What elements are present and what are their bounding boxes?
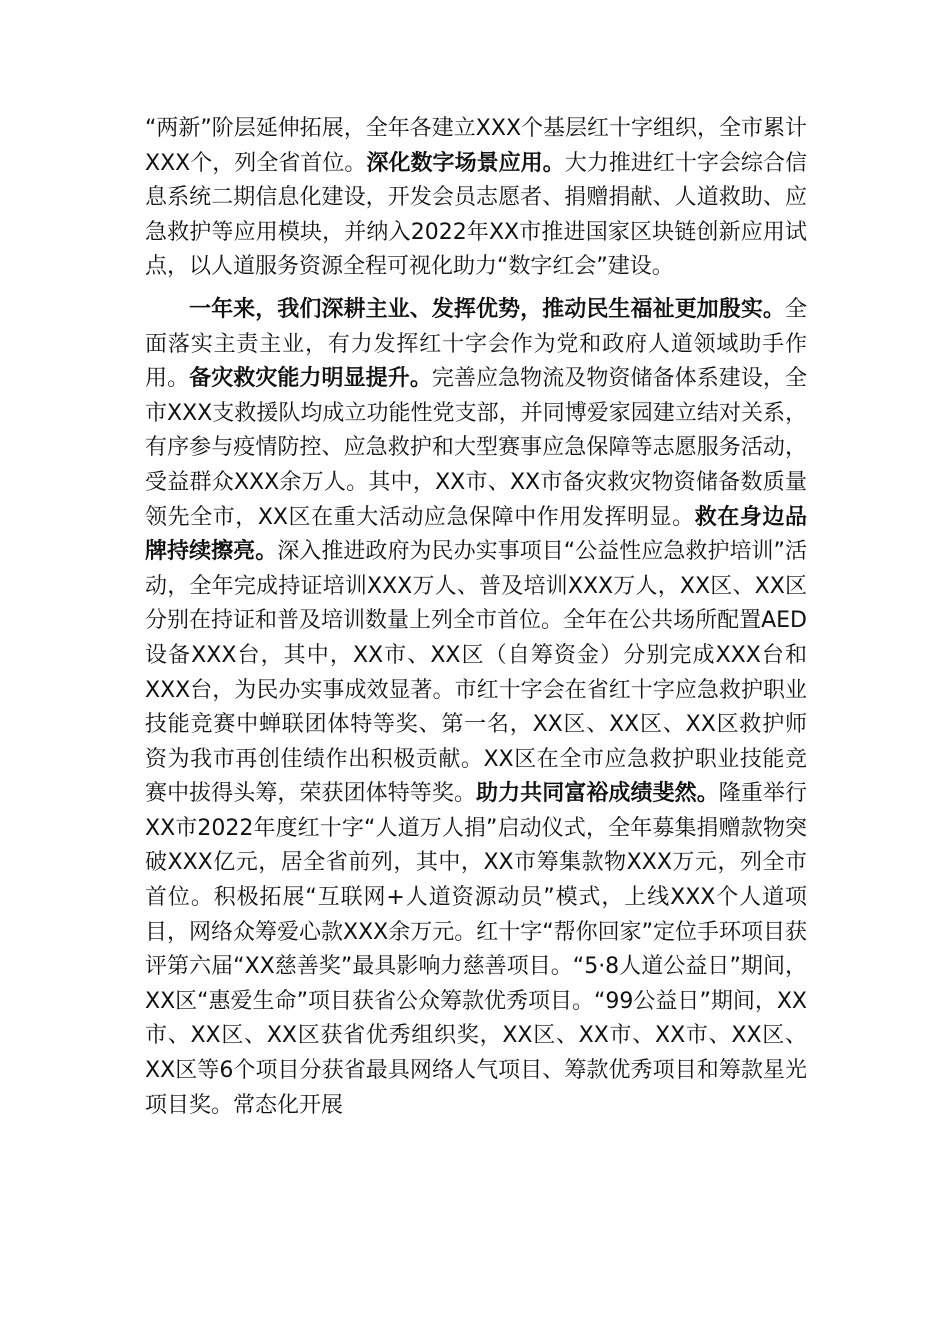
paragraph-livelihood	[145, 293, 807, 1123]
bold-heading-run: 备灾救灾能力明显提升。	[189, 366, 432, 392]
bold-heading-run: 救在身边品牌持续擦亮。	[145, 504, 807, 565]
text-run: 全面落实主责主业，有力发挥红十字会作为党和政府人道领域助手作用。	[145, 296, 807, 392]
paragraph-digital-scene	[145, 112, 807, 285]
bold-heading-run: 深化数字场景应用。	[366, 150, 565, 176]
text-run: “两新”阶层延伸拓展，全年各建立XXX个基层红十字组织，全市累计XXX个，列全省首位。	[145, 116, 808, 176]
text-run: 深入推进政府为民办实事项目“公益性应急救护培训”活动，全年完成持证培训XXX万人、普及培训XXX万人，XX区、XX区分别在持证和普及培训数量上列全市首位。全年在公共场所配置AED设备XXX台，其中，XX市、XX区（自筹资金）分别完成XXX台和XXX台，为民办实事成效显著。市红十字会在省红十字应急救护职业技能竞赛中蝉联团体特等奖、第一名，XX区、XX区、XX区救护师资为我市再创佳绩作出积极贡献。XX区在全市应急救护职业技能竞赛中拔得头筹，荣获团体特等奖。	[145, 539, 807, 807]
body-text	[145, 112, 807, 1123]
text-run: 大力推进红十字会综合信息系统二期信息化建设，开发会员志愿者、捐赠捐献、人道救助、应急救护等应用模块，并纳入2022年XX市推进国家区块链创新应用试点，以人道服务资源全程可视化助力“数字红会”建设。	[145, 150, 807, 280]
text-run: 完善应急物流及物资储备体系建设，全市XXX支救援队均成立功能性党支部，并同博爱家园建立结对关系，有序参与疫情防控、应急救护和大型赛事应急保障等志愿服务活动，受益群众XXX余万人。其中，XX市、XX市备灾救灾物资储备数质量领先全市，XX区在重大活动应急保障中作用发挥明显。	[145, 366, 807, 530]
bold-heading-run: 助力共同富裕成绩斐然。	[476, 781, 719, 807]
bold-heading-run: 一年来，我们深耕主业、发挥优势，推动民生福祉更加殷实。	[189, 296, 785, 322]
text-run: 隆重举行XX市2022年度红十字“人道万人捐”启动仪式，全年募集捐赠款物突破XXX亿元，居全省前列，其中，XX市筹集款物XXX万元，列全市首位。积极拓展“互联网+人道资源动员”模式，上线XXX个人道项目，网络众筹爱心款XXX余万元。红十字“帮你回家”定位手环项目获评第六届“XX慈善奖”最具影响力慈善项目。“5·8人道公益日”期间，XX区“惠爱生命”项目获省公众筹款优秀项目。“99公益日”期间，XX市、XX区、XX区获省优秀组织奖，XX区、XX市、XX市、XX区、XX区等6个项目分获省最具网络人气项目、筹款优秀项目和筹款星光项目奖。常态化开展	[145, 781, 808, 1118]
